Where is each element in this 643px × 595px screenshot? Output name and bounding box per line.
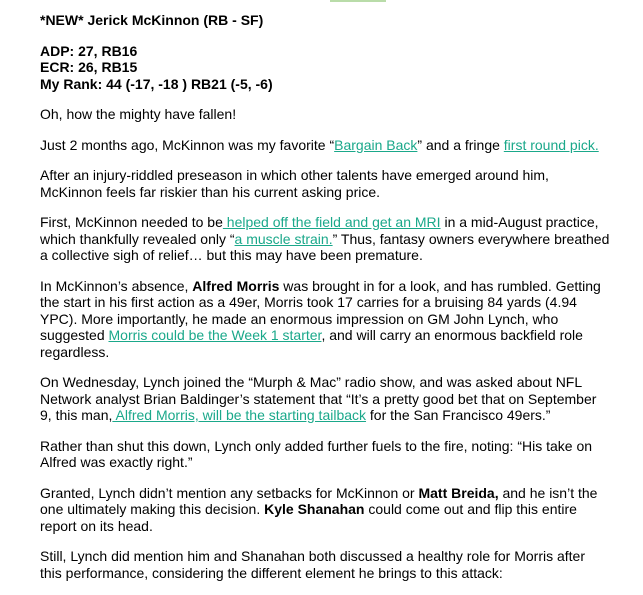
paragraph-morris (40, 278, 610, 361)
starting-tailback-link[interactable]: Alfred Morris, will be the starting tailback (112, 407, 367, 423)
my-rank-line: My Rank: 44 (-17, -18 ) RB21 (-5, -6) (40, 75, 273, 92)
paragraph-breida (40, 485, 610, 535)
week1-starter-link[interactable]: Morris could be the Week 1 starter (108, 327, 322, 343)
matt-breida-name: Matt Breida, (418, 484, 499, 501)
text-span: was brought in for a look, and has rumbled. Getting the start in his first action as a 49er, Morris took 17 carries for a bruising 84 yards (4.94 YPC). More importantly, he made an enormous impression on GM John Lynch, who suggested (40, 277, 601, 343)
paragraph-bargain (40, 137, 610, 154)
paragraph-fuel: Rather than shut this down, Lynch only added further fuels to the fire, noting: “His take on Alfred was exactly right.” (40, 437, 593, 470)
text-span: Granted, Lynch didn’t mention any setbacks for McKinnon or (40, 484, 419, 501)
text-span: First, McKinnon needed to be (40, 214, 223, 230)
bargain-back-link[interactable]: Bargain Back (334, 136, 418, 153)
paragraph-radio (40, 374, 610, 424)
text-span: Just 2 months ago, McKinnon was my favorite “ (40, 136, 335, 153)
paragraph-mri (40, 214, 610, 264)
text-span: for the San Francisco 49ers.” (366, 407, 551, 423)
player-stats (40, 43, 610, 93)
text-span: ” and a fringe (417, 136, 504, 153)
muscle-strain-link[interactable]: a muscle strain. (234, 230, 333, 247)
paragraph-intro: Oh, how the mighty have fallen! (40, 106, 237, 122)
paragraph-injury: After an injury-riddled preseason in which other talents have emerged around him, McKinnon feels far riskier than his current asking price. (40, 167, 549, 200)
paragraph-closing: Still, Lynch did mention him and Shanahan both discussed a healthy role for Morris after this performance, considering the different element he brings to this attack: (40, 548, 586, 581)
text-span: In McKinnon’s absence, (40, 277, 193, 294)
text-span: in a mid-August practice, which thankfully revealed only “ (40, 214, 599, 247)
mri-link[interactable]: helped off the field and get an MRI (222, 214, 441, 230)
text-span: and he isn’t the one ultimately making this decision. (40, 484, 598, 517)
ecr-line: ECR: 26, RB15 (40, 59, 138, 75)
adp-line: ADP: 27, RB16 (40, 42, 138, 59)
text-span: could come out and flip this entire report on its head. (40, 501, 577, 534)
kyle-shanahan-name: Kyle Shanahan (264, 501, 365, 517)
text-span: , and will carry an enormous backfield role regardless. (40, 327, 583, 360)
first-round-pick-link[interactable]: first round pick. (503, 136, 599, 153)
article-body (40, 12, 610, 595)
article-title: *NEW* Jerick McKinnon (RB - SF) (40, 12, 264, 28)
text-span: On Wednesday, Lynch joined the “Murph & Mac” radio show, and was asked about NFL Network analyst Brian Baldinger’s statement that “It’s a pretty good bet that on September 9, this man, (40, 374, 597, 423)
text-span: ” Thus, fantasy owners everywhere breathed a collective sigh of relief… but this may have been premature. (40, 230, 610, 263)
top-decorative-bar (330, 0, 386, 2)
alfred-morris-name: Alfred Morris (192, 277, 280, 294)
